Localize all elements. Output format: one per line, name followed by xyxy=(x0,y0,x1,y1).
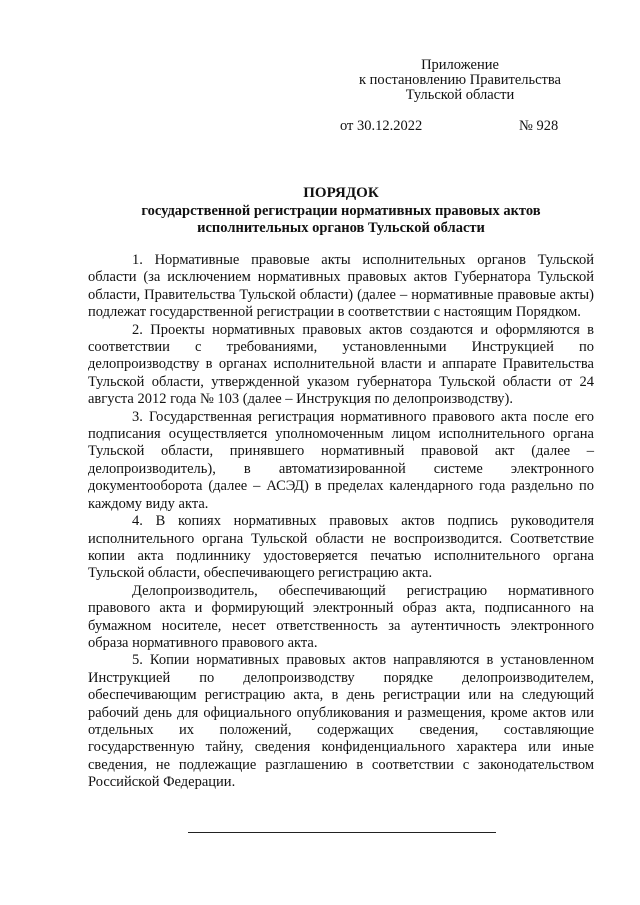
appendix-line: к постановлению Правительства xyxy=(359,72,561,88)
appendix-line: Тульской области xyxy=(405,87,515,103)
title-line: государственной регистрации нормативных правовых актов xyxy=(141,203,541,219)
document-body xyxy=(88,252,594,792)
paragraph-4-continued: Делопроизводитель, обеспечивающий регистрацию нормативного правового акта и формирующий электронный образ акта, подписанного на бумажном носителе, несет ответственность за аутентичность электронного образа нормативного правового акта. xyxy=(88,582,594,651)
paragraph-4: 4. В копиях нормативных правовых актов подпись руководителя исполнительного органа Тульской области не воспроизводится. Соответствие копии акта подлиннику удостоверяется печатью исполнительного органа Тульской области, обеспечивающего регистрацию акта. xyxy=(88,513,594,582)
paragraph-2: 2. Проекты нормативных правовых актов создаются и оформляются в соответствии с требованиями, установленными Инструкцией по делопроизводству в органах исполнительной власти и аппарате Правительства Тульской области, утвержденной указом губернатора Тульской области от 24 августа 2012 года № 103 (далее – Инструкция по делопроизводству). xyxy=(88,321,594,408)
paragraph-3: 3. Государственная регистрация нормативного правового акта после его подписания осуществляется уполномоченным лицом исполнительного органа Тульской области, принявшего нормативный правовой акт (далее – делопроизводитель), в автоматизированной системе электронного документооборота (далее – АСЭД) в пределах календарного года раздельно по каждому виду акта. xyxy=(88,408,594,512)
paragraph-5: 5. Копии нормативных правовых актов направляются в установленном Инструкцией по делопроизводству порядке делопроизводителем, обеспечивающим регистрацию акта, в день регистрации или на следующий рабочий день для официального опубликования и размещения, кроме актов или отдельных их положений, содержащих сведения, составляющие государственную тайну, сведения конфиденциального характера или иные сведения, не подлежащие разглашению в соответствии с законодательством Российской Федерации. xyxy=(88,652,594,791)
title-line: исполнительных органов Тульской области xyxy=(197,220,485,236)
appendix-line: Приложение xyxy=(421,57,499,73)
resolution-date: от 30.12.2022 xyxy=(340,118,423,134)
document-title xyxy=(88,185,594,237)
paragraph-1: 1. Нормативные правовые акты исполнительных органов Тульской области (за исключением нормативных правовых актов Губернатора Тульской области, Правительства Тульской области) (далее – нормативные правовые акты) подлежат государственной регистрации в соответствии с настоящим Порядком. xyxy=(88,252,594,321)
title-main: ПОРЯДОК xyxy=(303,185,379,201)
end-separator-line xyxy=(188,832,496,833)
resolution-number: № 928 xyxy=(519,118,559,134)
appendix-header xyxy=(330,58,590,103)
